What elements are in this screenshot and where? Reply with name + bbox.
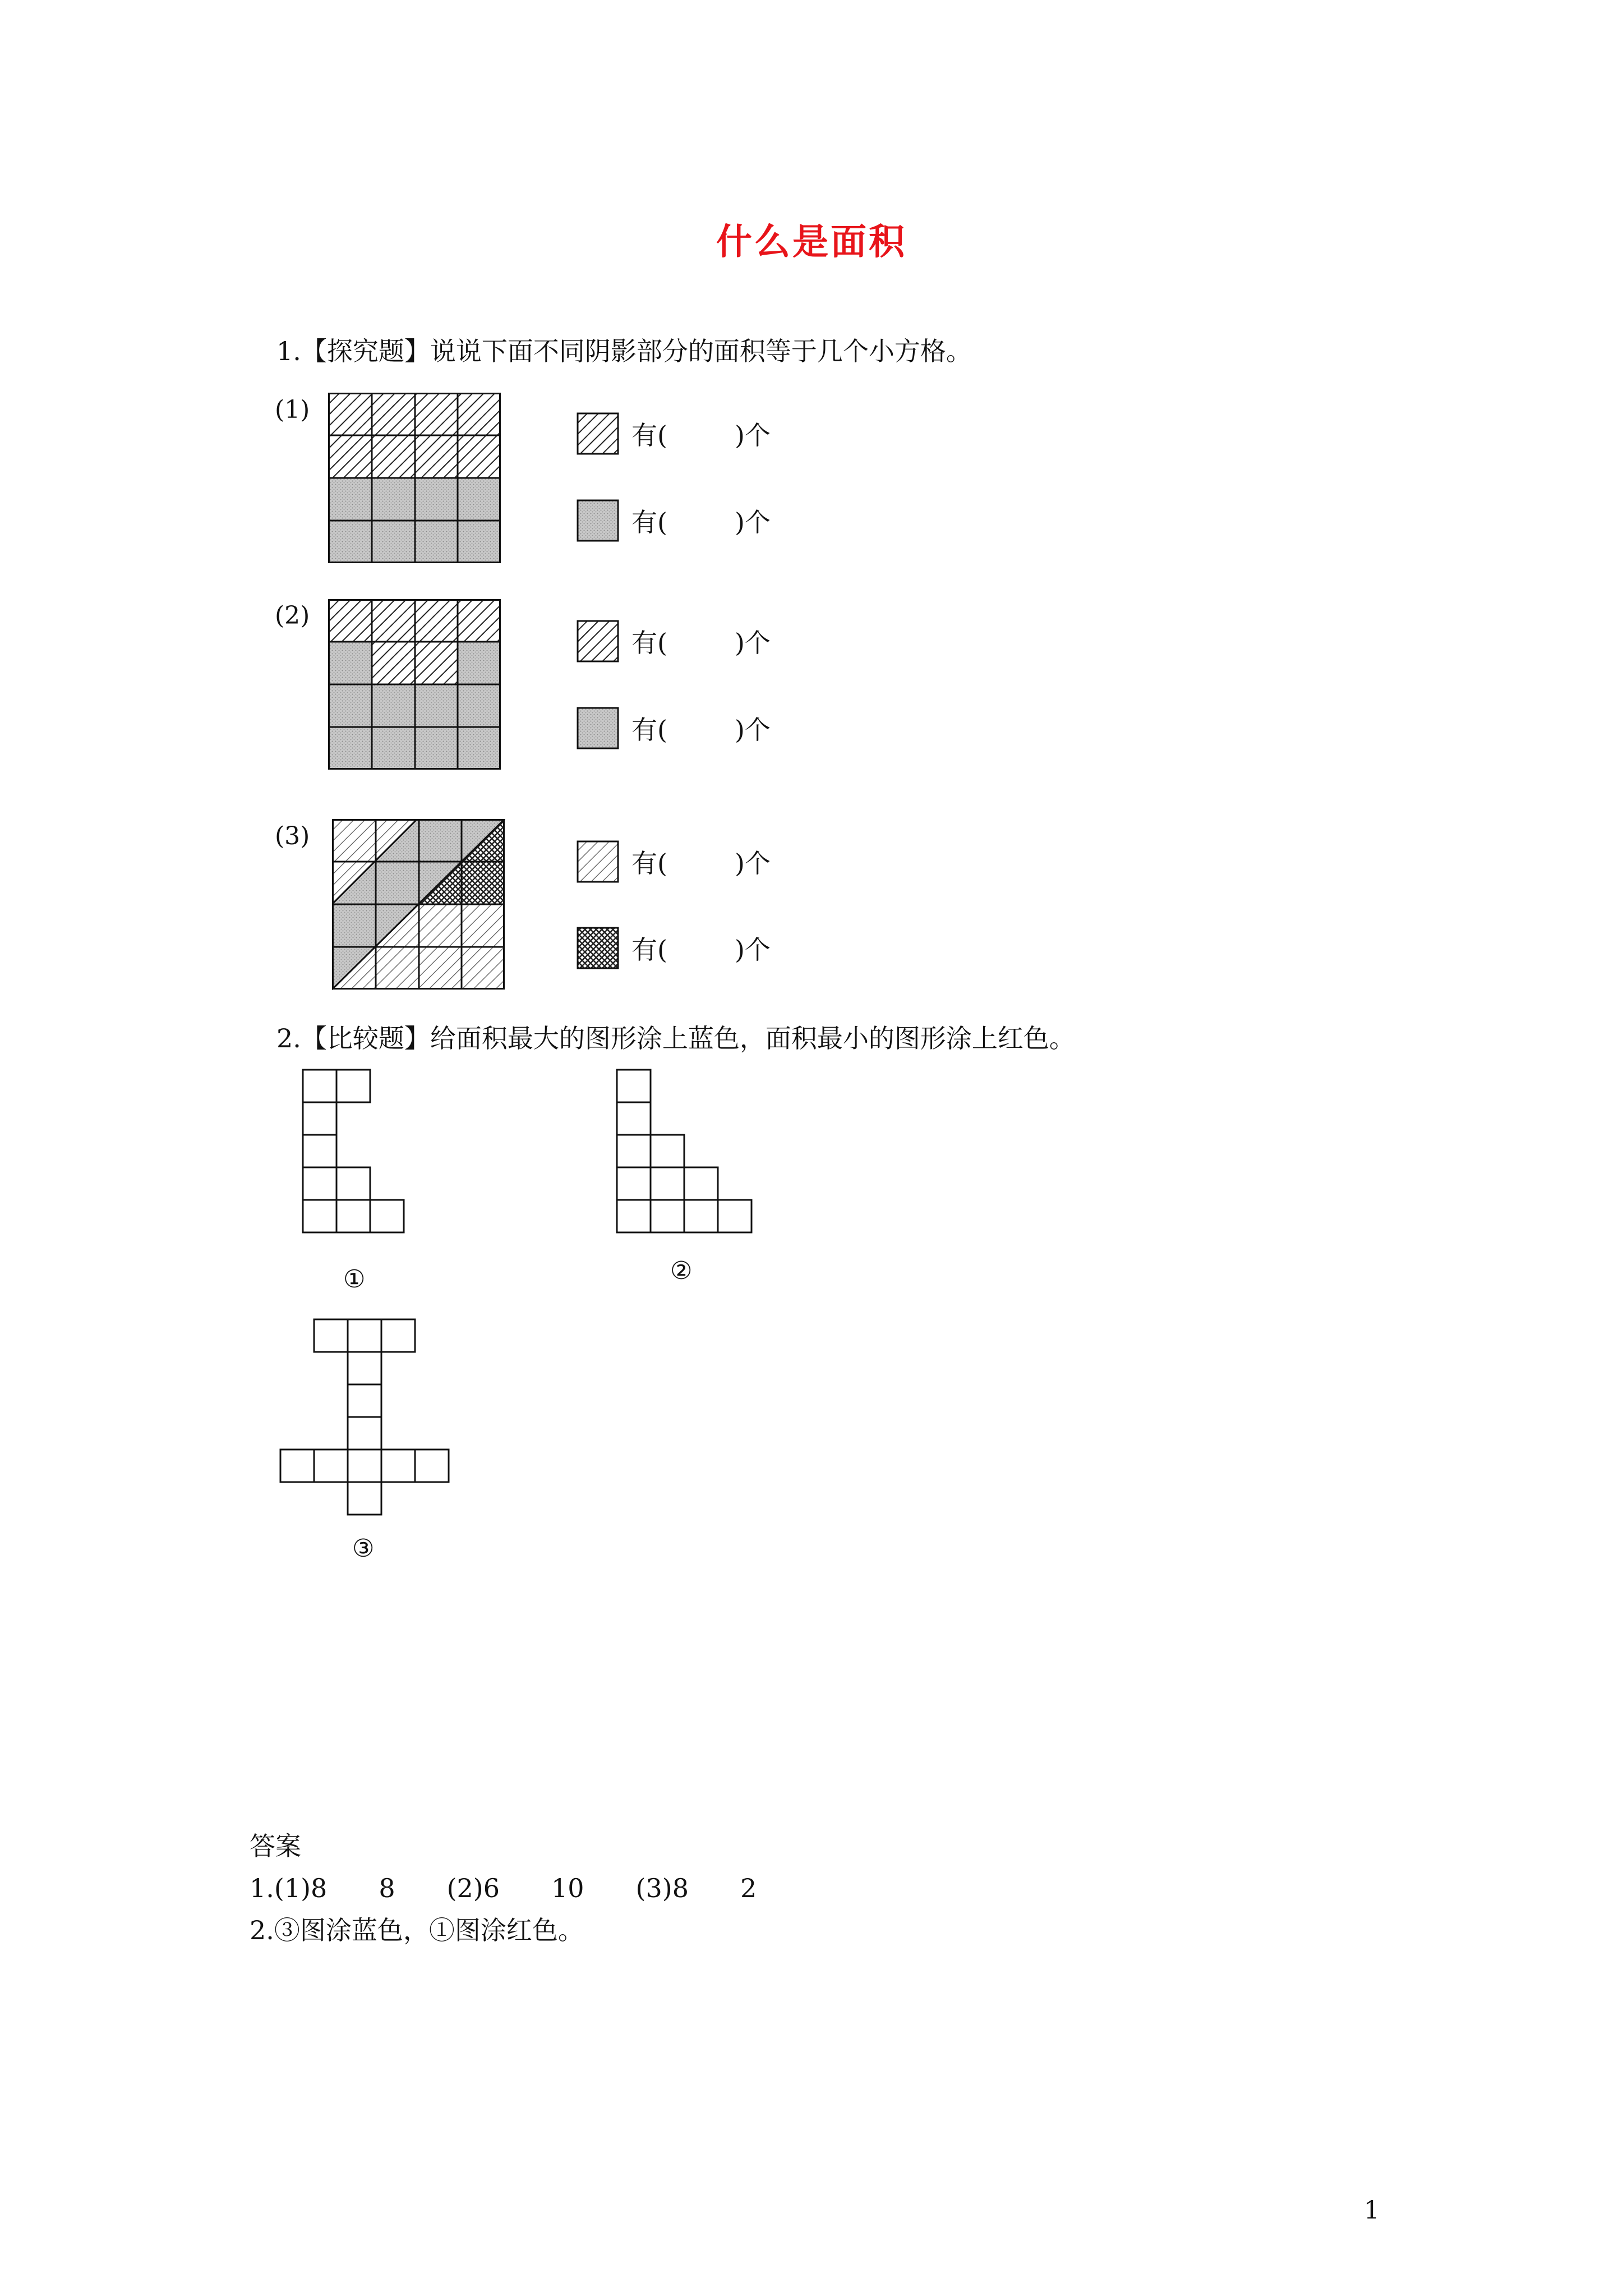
shape-3 [279, 1318, 453, 1526]
grid-figure-3 [332, 819, 506, 990]
legend-text-post: )个 [734, 507, 771, 537]
shape-1 [302, 1069, 414, 1243]
page-title: 什么是面积 [716, 221, 907, 263]
grid-figure-1 [328, 393, 502, 564]
hatch-swatch-icon [577, 620, 619, 662]
shape-2 [616, 1069, 756, 1248]
answers-line-1: 1.(1)8 8 (2)6 10 (3)8 2 [250, 1873, 757, 1903]
part-3-label: (3) [275, 822, 310, 850]
legend-text-pre: 有( [631, 715, 667, 745]
shape-1-label: ① [343, 1265, 366, 1294]
light-hatch-swatch-icon [577, 840, 619, 883]
legend-text-pre: 有( [631, 507, 667, 537]
page-number: 1 [1364, 2196, 1380, 2225]
answers-line-2: 2.③图涂蓝色，①图涂红色。 [250, 1915, 584, 1945]
dots-swatch-icon [577, 499, 619, 542]
answers-heading: 答案 [250, 1831, 301, 1861]
legend-text-post: )个 [734, 420, 771, 450]
part-2-label: (2) [275, 601, 310, 630]
question-1-text: 1.【探究题】说说下面不同阴影部分的面积等于几个小方格。 [276, 336, 972, 366]
legend-1b [577, 499, 771, 542]
legend-text-post: )个 [734, 848, 771, 878]
dots-swatch-icon [577, 707, 619, 749]
legend-3b [577, 927, 771, 969]
shape-3-label: ③ [352, 1534, 375, 1563]
legend-text-pre: 有( [631, 628, 667, 658]
legend-2a [577, 620, 771, 662]
legend-text-post: )个 [734, 715, 771, 745]
legend-3a [577, 840, 771, 883]
part-1-label: (1) [275, 395, 310, 424]
question-2-text: 2.【比较题】给面积最大的图形涂上蓝色，面积最小的图形涂上红色。 [276, 1023, 1075, 1053]
legend-text-pre: 有( [631, 935, 667, 965]
legend-text-post: )个 [734, 935, 771, 965]
shape-2-label: ② [670, 1257, 693, 1285]
legend-text-pre: 有( [631, 420, 667, 450]
legend-text-post: )个 [734, 628, 771, 658]
legend-2b [577, 707, 771, 749]
hatch-swatch-icon [577, 412, 619, 455]
legend-text-pre: 有( [631, 848, 667, 878]
legend-1a [577, 412, 771, 455]
crosshatch-swatch-icon [577, 927, 619, 969]
grid-figure-2 [328, 599, 502, 770]
